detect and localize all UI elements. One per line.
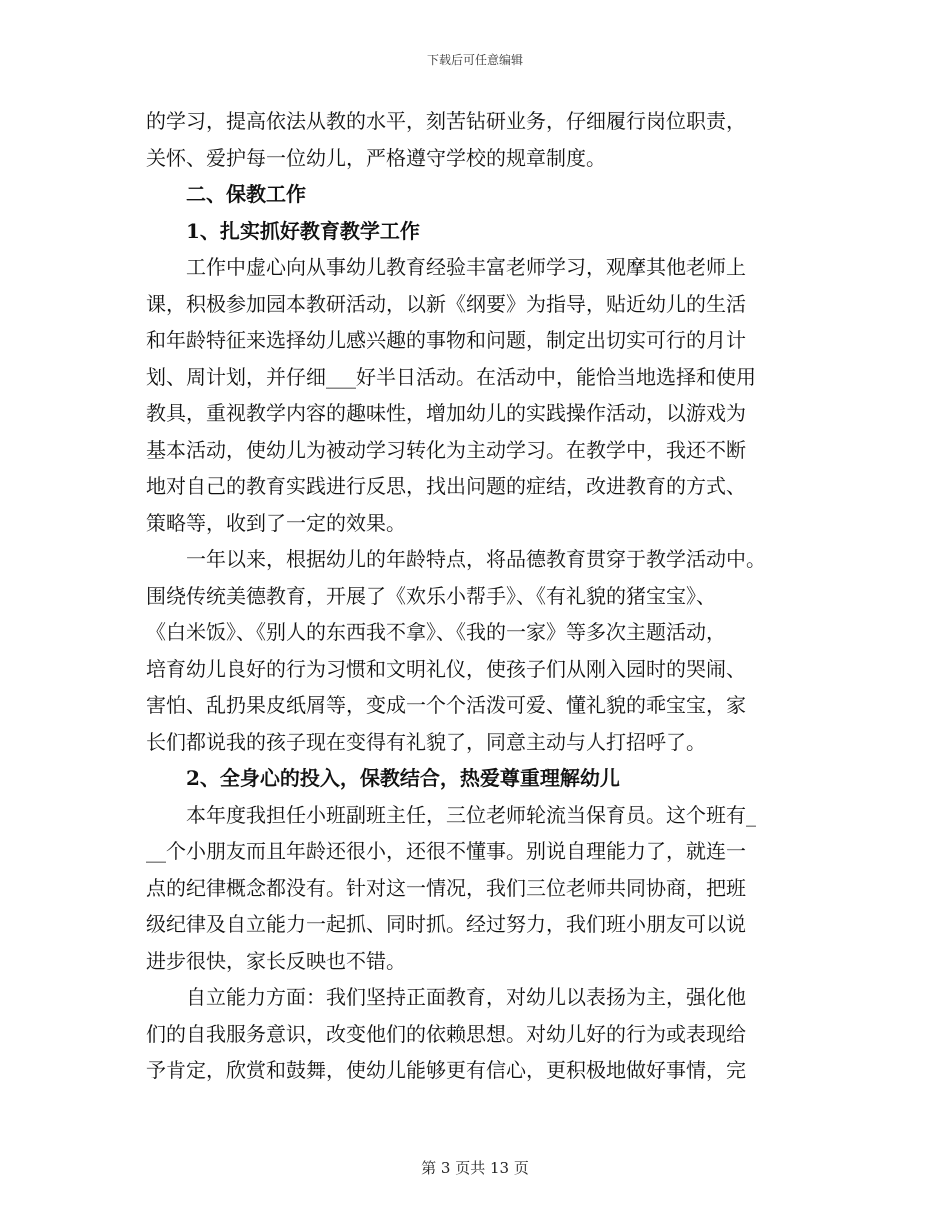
body-text-line: 培育幼儿良好的行为习惯和文明礼仪，使孩子们从刚入园时的哭闹、	[146, 656, 746, 681]
section-heading: 1、扎实抓好教育教学工作	[186, 218, 420, 243]
page-number: 第 3 页共 13 页	[421, 1159, 529, 1177]
body-text-line: 教具，重视教学内容的趣味性，增加幼儿的实践操作活动，以游戏为	[146, 401, 746, 425]
body-text-line: 划、周计划，并仔细___好半日活动。在活动中，能恰当地选择和使用	[146, 364, 756, 389]
body-text-line: 《白米饭》、《别人的东西我不拿》、《我的一家》等多次主题活动，	[146, 620, 726, 644]
body-text-line: 的学习，提高依法从教的水平，刻苦钻研业务，仔细履行岗位职责，	[146, 109, 746, 133]
body-text-line: 点的纪律概念都没有。针对这一情况，我们三位老师共同协商，把班	[146, 875, 746, 900]
body-text-line: __个小朋友而且年龄还很小，还很不懂事。别说自理能力了，就连一	[146, 839, 746, 863]
body-text-line: 基本活动，使幼儿为被动学习转化为主动学习。在教学中，我还不断	[146, 437, 746, 462]
body-text-line: 策略等，收到了一定的效果。	[146, 510, 406, 535]
body-text-line: 本年度我担任小班副班主任，三位老师轮流当保育员。这个班有_	[186, 802, 756, 827]
body-text-line: 予肯定，欣赏和鼓舞，使幼儿能够更有信心，更积极地做好事情，完	[146, 1058, 746, 1082]
page-header-note: 下载后可任意编辑	[426, 53, 523, 67]
body-text-line: 一年以来，根据幼儿的年龄特点，将品德教育贯穿于教学活动中。	[186, 547, 766, 571]
body-text-line: 级纪律及自立能力一起抓、同时抓。经过努力，我们班小朋友可以说	[146, 912, 746, 936]
body-text-line: 课，积极参加园本教研活动，以新《纲要》为指导，贴近幼儿的生活	[146, 291, 746, 316]
section-heading: 二、保教工作	[186, 182, 306, 206]
body-text-line: 们的自我服务意识，改变他们的依赖思想。对幼儿好的行为或表现给	[146, 1021, 746, 1046]
body-text-line: 和年龄特征来选择幼儿感兴趣的事物和问题，制定出切实可行的月计	[146, 328, 746, 352]
body-text-line: 自立能力方面：我们坚持正面教育，对幼儿以表扬为主，强化他	[186, 985, 746, 1009]
body-text-line: 害怕、乱扔果皮纸屑等，变成一个个活泼可爱、懂礼貌的乖宝宝，家	[146, 693, 746, 717]
body-text-line: 围绕传统美德教育，开展了《欢乐小帮手》、《有礼貌的猪宝宝》、	[146, 583, 716, 608]
document-body	[146, 103, 806, 1089]
body-text-line: 关怀、爱护每一位幼儿，严格遵守学校的规章制度。	[146, 145, 606, 170]
body-text-line: 进步很快，家长反映也不错。	[146, 948, 406, 973]
body-text-line: 长们都说我的孩子现在变得有礼貌了，同意主动与人打招呼了。	[146, 729, 706, 754]
body-text-line: 工作中虚心向从事幼儿教育经验丰富老师学习，观摩其他老师上	[186, 255, 746, 279]
body-text-line: 地对自己的教育实践进行反思，找出问题的症结，改进教育的方式、	[146, 474, 746, 498]
section-heading: 2、全身心的投入，保教结合，热爱尊重理解幼儿	[186, 766, 620, 790]
